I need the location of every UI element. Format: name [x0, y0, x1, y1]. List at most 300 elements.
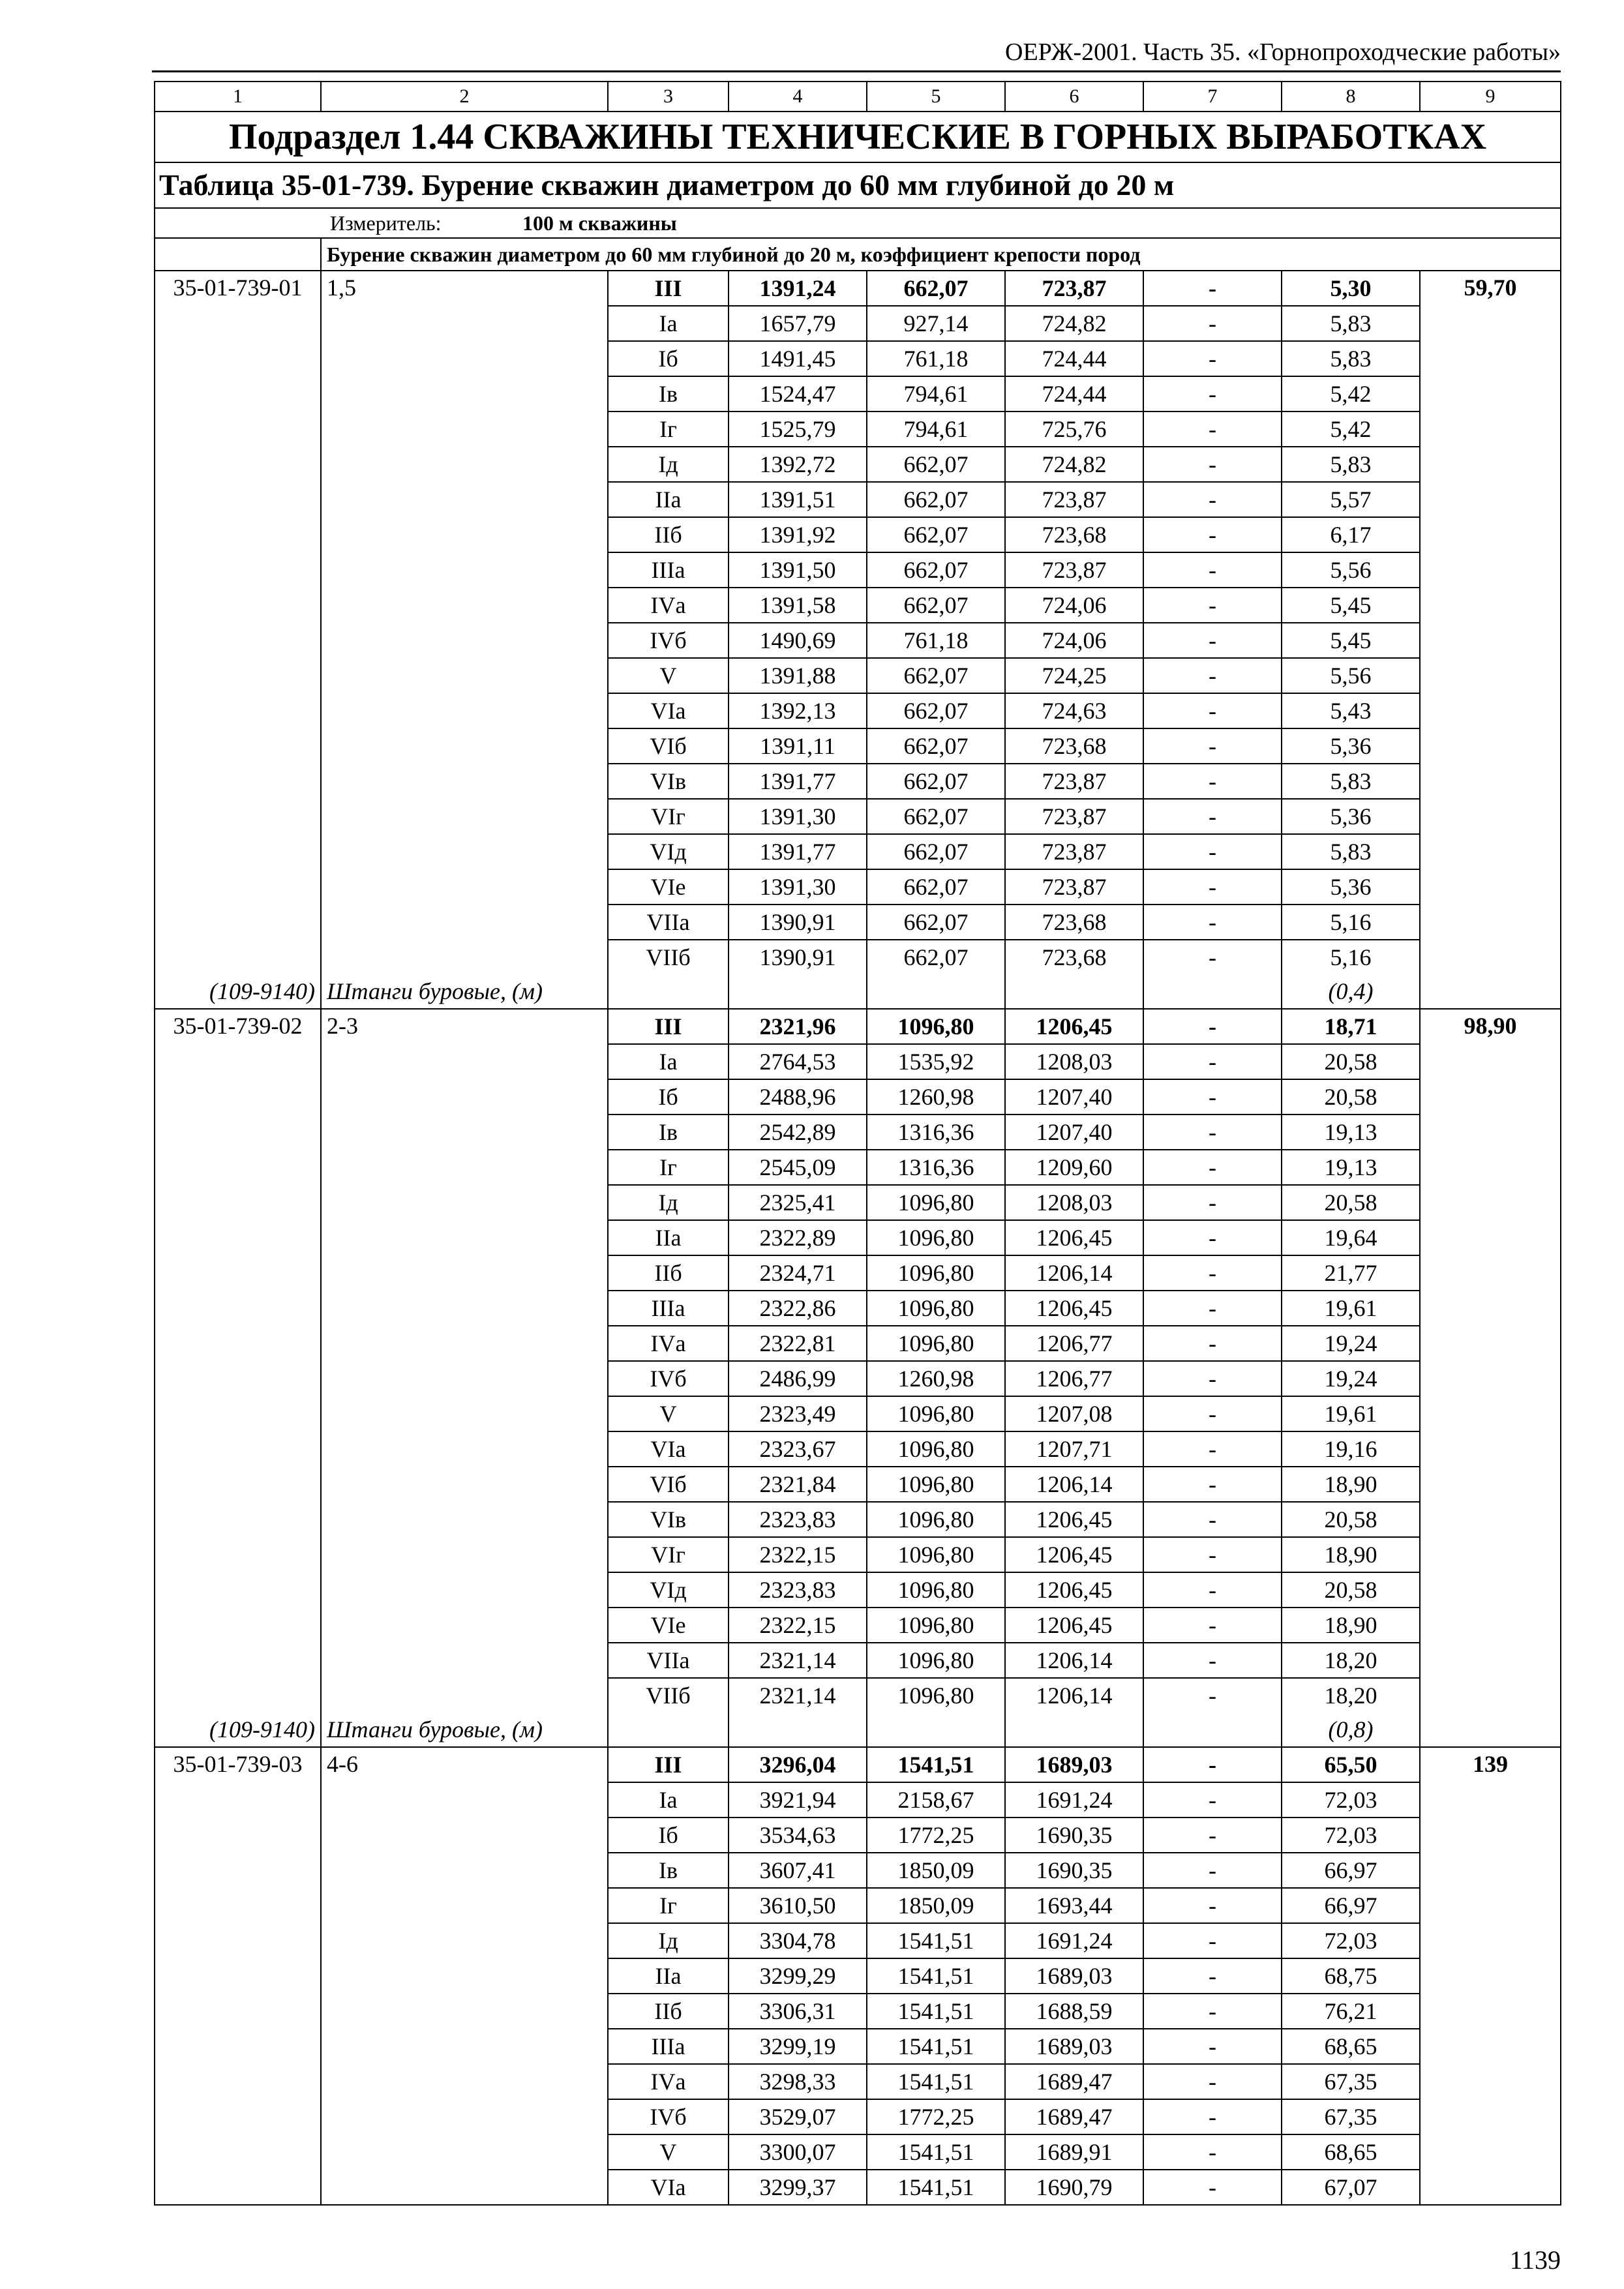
zone-cell: IIа: [608, 482, 729, 517]
value-cell: 3299,37: [729, 2170, 867, 2205]
norm-code-spacer: [155, 728, 321, 764]
norm-code: 35-01-739-01: [155, 271, 321, 306]
norm-code-spacer: [155, 764, 321, 799]
norm-code-spacer: [155, 1888, 321, 1923]
value-cell: 725,76: [1005, 411, 1143, 447]
col9-spacer: [1420, 2170, 1561, 2205]
value-cell: 1206,77: [1005, 1361, 1143, 1396]
value-cell: 19,61: [1282, 1396, 1420, 1431]
value-cell: -: [1143, 728, 1282, 764]
col9-spacer: [1420, 1467, 1561, 1502]
norm-code-spacer: [155, 588, 321, 623]
value-cell: 2322,86: [729, 1291, 867, 1326]
value-cell: 1096,80: [867, 1396, 1005, 1431]
norm-code-spacer: [155, 2029, 321, 2064]
value-cell: 2542,89: [729, 1115, 867, 1150]
zone-cell: Iб: [608, 341, 729, 376]
measure-cell: [155, 208, 1561, 238]
value-cell: 662,07: [867, 588, 1005, 623]
value-cell: 19,64: [1282, 1220, 1420, 1255]
hardness-spacer: [321, 1291, 608, 1326]
table-row: [155, 1572, 1561, 1608]
table-row: [155, 623, 1561, 658]
norm-code-spacer: [155, 1115, 321, 1150]
value-cell: 68,75: [1282, 1958, 1420, 1994]
col9-spacer: [1420, 482, 1561, 517]
resource-spacer: [867, 974, 1005, 1009]
value-cell: 1391,58: [729, 588, 867, 623]
col9-spacer: [1420, 1291, 1561, 1326]
hardness-spacer: [321, 1888, 608, 1923]
value-cell: 1391,11: [729, 728, 867, 764]
col9-spacer: [1420, 1572, 1561, 1608]
value-cell: 1206,14: [1005, 1678, 1143, 1713]
table-row: [155, 306, 1561, 341]
value-cell: 2323,49: [729, 1396, 867, 1431]
value-cell: 3296,04: [729, 1747, 867, 1782]
value-cell: 5,30: [1282, 271, 1420, 306]
value-cell: 724,82: [1005, 306, 1143, 341]
value-cell: 2321,14: [729, 1678, 867, 1713]
value-cell: 6,17: [1282, 517, 1420, 552]
value-cell: 927,14: [867, 306, 1005, 341]
table-row: [155, 1958, 1561, 1994]
zone-cell: V: [608, 2134, 729, 2170]
value-cell: 1096,80: [867, 1431, 1005, 1467]
zone-cell: VIIб: [608, 1678, 729, 1713]
table-row: [155, 1431, 1561, 1467]
col9-spacer: [1420, 1994, 1561, 2029]
hardness-spacer: [321, 1361, 608, 1396]
col9-spacer: [1420, 2064, 1561, 2099]
col9-spacer: [1420, 1502, 1561, 1537]
value-cell: 2325,41: [729, 1185, 867, 1220]
value-cell: 19,13: [1282, 1150, 1420, 1185]
table-row: [155, 1502, 1561, 1537]
value-cell: 19,16: [1282, 1431, 1420, 1467]
value-cell: -: [1143, 552, 1282, 588]
norm-code-spacer: [155, 905, 321, 940]
value-cell: 2321,14: [729, 1643, 867, 1678]
zone-cell: VIа: [608, 693, 729, 728]
col9-spacer: [1420, 869, 1561, 905]
col9-value: 98,90: [1420, 1009, 1561, 1044]
value-cell: 76,21: [1282, 1994, 1420, 2029]
hardness-spacer: [321, 411, 608, 447]
col9-spacer: [1420, 341, 1561, 376]
value-cell: 5,56: [1282, 552, 1420, 588]
col9-spacer: [1420, 1643, 1561, 1678]
value-cell: 18,90: [1282, 1537, 1420, 1572]
col9-spacer: [1420, 588, 1561, 623]
hardness-spacer: [321, 764, 608, 799]
value-cell: 1392,13: [729, 693, 867, 728]
table-row: [155, 693, 1561, 728]
col9-spacer: [1420, 1079, 1561, 1115]
table-title-row: [155, 162, 1561, 208]
value-cell: 1096,80: [867, 1220, 1005, 1255]
table-row: [155, 1923, 1561, 1958]
norm-code-spacer: [155, 1361, 321, 1396]
table-row: [155, 764, 1561, 799]
zone-cell: IIIа: [608, 552, 729, 588]
value-cell: 794,61: [867, 411, 1005, 447]
value-cell: 723,87: [1005, 271, 1143, 306]
value-cell: 662,07: [867, 447, 1005, 482]
value-cell: -: [1143, 2064, 1282, 2099]
resource-spacer: [1143, 974, 1282, 1009]
norm-code-spacer: [155, 1396, 321, 1431]
value-cell: 1391,92: [729, 517, 867, 552]
value-cell: 2323,67: [729, 1431, 867, 1467]
col9-spacer: [1420, 1853, 1561, 1888]
resource-spacer: [1143, 1713, 1282, 1747]
value-cell: 1850,09: [867, 1888, 1005, 1923]
value-cell: 3299,19: [729, 2029, 867, 2064]
resource-value: (0,4): [1282, 974, 1420, 1009]
value-cell: 1260,98: [867, 1079, 1005, 1115]
value-cell: 1690,79: [1005, 2170, 1143, 2205]
page-number: 1139: [1509, 2245, 1561, 2275]
zone-cell: Iд: [608, 1185, 729, 1220]
hardness-spacer: [321, 1396, 608, 1431]
value-cell: 18,90: [1282, 1608, 1420, 1643]
zone-cell: Iв: [608, 376, 729, 411]
value-cell: 3607,41: [729, 1853, 867, 1888]
col9-spacer: [1420, 1150, 1561, 1185]
hardness-spacer: [321, 1818, 608, 1853]
norm-code-spacer: [155, 1431, 321, 1467]
value-cell: 1391,30: [729, 799, 867, 834]
zone-cell: IVб: [608, 623, 729, 658]
zone-cell: VIв: [608, 764, 729, 799]
hardness-spacer: [321, 1643, 608, 1678]
col9-spacer: [1420, 1361, 1561, 1396]
value-cell: 1208,03: [1005, 1185, 1143, 1220]
value-cell: 1689,03: [1005, 1747, 1143, 1782]
hardness-spacer: [321, 799, 608, 834]
value-cell: 2322,15: [729, 1608, 867, 1643]
table-row: [155, 940, 1561, 974]
value-cell: 3306,31: [729, 1994, 867, 2029]
value-cell: 662,07: [867, 552, 1005, 588]
hardness-spacer: [321, 1044, 608, 1079]
value-cell: 1541,51: [867, 2064, 1005, 2099]
value-cell: 19,13: [1282, 1115, 1420, 1150]
hardness-spacer: [321, 1994, 608, 2029]
resource-spacer: [1420, 1713, 1561, 1747]
zone-cell: V: [608, 1396, 729, 1431]
zone-cell: IIа: [608, 1220, 729, 1255]
value-cell: 2323,83: [729, 1572, 867, 1608]
value-cell: 1390,91: [729, 940, 867, 974]
value-cell: 1391,77: [729, 834, 867, 869]
resource-code: (109-9140): [155, 1713, 321, 1747]
value-cell: 20,58: [1282, 1044, 1420, 1079]
value-cell: 2158,67: [867, 1782, 1005, 1818]
value-cell: 662,07: [867, 905, 1005, 940]
norm-code-spacer: [155, 1044, 321, 1079]
value-cell: 2323,83: [729, 1502, 867, 1537]
value-cell: -: [1143, 376, 1282, 411]
table-row: [155, 869, 1561, 905]
value-cell: 5,16: [1282, 905, 1420, 940]
value-cell: -: [1143, 1079, 1282, 1115]
value-cell: 1096,80: [867, 1502, 1005, 1537]
zone-cell: Iа: [608, 1782, 729, 1818]
value-cell: 1096,80: [867, 1291, 1005, 1326]
description: Бурение скважин диаметром до 60 мм глубиной до 20 м, коэффициент крепости пород: [321, 238, 1561, 271]
value-cell: -: [1143, 1044, 1282, 1079]
norm-code-spacer: [155, 799, 321, 834]
value-cell: 1096,80: [867, 1608, 1005, 1643]
hardness-spacer: [321, 1220, 608, 1255]
zone-cell: Iа: [608, 1044, 729, 1079]
value-cell: 18,20: [1282, 1678, 1420, 1713]
hardness-spacer: [321, 1853, 608, 1888]
col9-spacer: [1420, 1818, 1561, 1853]
zone-cell: IVа: [608, 1326, 729, 1361]
value-cell: 723,87: [1005, 799, 1143, 834]
hardness-spacer: [321, 1678, 608, 1713]
value-cell: 1096,80: [867, 1185, 1005, 1220]
norm-code-spacer: [155, 411, 321, 447]
value-cell: 1541,51: [867, 1747, 1005, 1782]
zone-cell: VIе: [608, 869, 729, 905]
value-cell: 662,07: [867, 693, 1005, 728]
value-cell: -: [1143, 658, 1282, 693]
value-cell: 662,07: [867, 834, 1005, 869]
column-number: 1: [155, 82, 321, 112]
value-cell: 3298,33: [729, 2064, 867, 2099]
value-cell: 1391,88: [729, 658, 867, 693]
column-number: 2: [321, 82, 608, 112]
hardness-spacer: [321, 940, 608, 974]
value-cell: 1688,59: [1005, 1994, 1143, 2029]
norm-code-spacer: [155, 306, 321, 341]
value-cell: -: [1143, 1958, 1282, 1994]
hardness-spacer: [321, 1431, 608, 1467]
table-row: [155, 447, 1561, 482]
resource-spacer: [608, 1713, 729, 1747]
column-number: 5: [867, 82, 1005, 112]
value-cell: -: [1143, 1502, 1282, 1537]
value-cell: 1206,45: [1005, 1537, 1143, 1572]
value-cell: 1541,51: [867, 1923, 1005, 1958]
value-cell: -: [1143, 1608, 1282, 1643]
value-cell: 5,57: [1282, 482, 1420, 517]
zone-cell: VIд: [608, 834, 729, 869]
table-row: [155, 1326, 1561, 1361]
zone-cell: IIб: [608, 1994, 729, 2029]
norm-code-spacer: [155, 2099, 321, 2134]
col9-spacer: [1420, 447, 1561, 482]
zone-cell: IVб: [608, 2099, 729, 2134]
value-cell: 1772,25: [867, 1818, 1005, 1853]
table-row: [155, 1220, 1561, 1255]
col9-spacer: [1420, 799, 1561, 834]
hardness-spacer: [321, 306, 608, 341]
value-cell: -: [1143, 2134, 1282, 2170]
table-row: [155, 2134, 1561, 2170]
column-number: 7: [1143, 82, 1282, 112]
value-cell: 723,87: [1005, 764, 1143, 799]
value-cell: 1209,60: [1005, 1150, 1143, 1185]
hardness-spacer: [321, 1326, 608, 1361]
value-cell: 1096,80: [867, 1255, 1005, 1291]
table-row: [155, 1888, 1561, 1923]
value-cell: 2322,15: [729, 1537, 867, 1572]
norm-code-spacer: [155, 2064, 321, 2099]
value-cell: -: [1143, 341, 1282, 376]
value-cell: -: [1143, 1255, 1282, 1291]
table-row: [155, 1255, 1561, 1291]
value-cell: 67,35: [1282, 2064, 1420, 2099]
norm-code-spacer: [155, 940, 321, 974]
value-cell: 3610,50: [729, 1888, 867, 1923]
column-number-row: [155, 82, 1561, 112]
zone-cell: V: [608, 658, 729, 693]
zone-cell: Iб: [608, 1079, 729, 1115]
norm-code-spacer: [155, 341, 321, 376]
col9-spacer: [1420, 1431, 1561, 1467]
col9-spacer: [1420, 2029, 1561, 2064]
zone-cell: Iг: [608, 1150, 729, 1185]
value-cell: 662,07: [867, 482, 1005, 517]
value-cell: 723,87: [1005, 869, 1143, 905]
table-row: [155, 1467, 1561, 1502]
value-cell: 1657,79: [729, 306, 867, 341]
value-cell: 3304,78: [729, 1923, 867, 1958]
hardness-spacer: [321, 1255, 608, 1291]
table-row: [155, 376, 1561, 411]
value-cell: -: [1143, 693, 1282, 728]
col9-spacer: [1420, 693, 1561, 728]
hardness-spacer: [321, 1185, 608, 1220]
description-spacer: [155, 238, 321, 271]
value-cell: -: [1143, 1678, 1282, 1713]
value-cell: -: [1143, 940, 1282, 974]
col9-spacer: [1420, 1185, 1561, 1220]
col9-spacer: [1420, 1888, 1561, 1923]
col9-spacer: [1420, 1115, 1561, 1150]
col9-spacer: [1420, 517, 1561, 552]
table-row: [155, 1643, 1561, 1678]
norm-code: 35-01-739-03: [155, 1747, 321, 1782]
value-cell: 723,87: [1005, 552, 1143, 588]
value-cell: 19,24: [1282, 1361, 1420, 1396]
hardness-spacer: [321, 1150, 608, 1185]
norm-code-spacer: [155, 693, 321, 728]
resource-row: [155, 974, 1561, 1009]
value-cell: 18,90: [1282, 1467, 1420, 1502]
value-cell: 20,58: [1282, 1572, 1420, 1608]
resource-name: Штанги буровые, (м): [321, 974, 608, 1009]
value-cell: 19,61: [1282, 1291, 1420, 1326]
value-cell: 662,07: [867, 658, 1005, 693]
col9-spacer: [1420, 1678, 1561, 1713]
table-row: [155, 1994, 1561, 2029]
col9-spacer: [1420, 728, 1561, 764]
value-cell: 1691,24: [1005, 1782, 1143, 1818]
zone-cell: VIIа: [608, 1643, 729, 1678]
value-cell: -: [1143, 1818, 1282, 1853]
zone-cell: VIа: [608, 2170, 729, 2205]
col9-spacer: [1420, 940, 1561, 974]
col9-spacer: [1420, 1958, 1561, 1994]
value-cell: 72,03: [1282, 1923, 1420, 1958]
value-cell: 5,36: [1282, 728, 1420, 764]
col9-spacer: [1420, 1044, 1561, 1079]
zone-cell: IIа: [608, 1958, 729, 1994]
value-cell: 68,65: [1282, 2029, 1420, 2064]
norm-code-spacer: [155, 1608, 321, 1643]
col9-spacer: [1420, 1326, 1561, 1361]
value-cell: 1096,80: [867, 1678, 1005, 1713]
hardness-spacer: [321, 447, 608, 482]
value-cell: 1096,80: [867, 1537, 1005, 1572]
value-cell: -: [1143, 1888, 1282, 1923]
hardness-spacer: [321, 1115, 608, 1150]
resource-code: (109-9140): [155, 974, 321, 1009]
value-cell: 5,83: [1282, 306, 1420, 341]
zone-cell: Iд: [608, 1923, 729, 1958]
value-cell: 1206,45: [1005, 1608, 1143, 1643]
value-cell: -: [1143, 1291, 1282, 1326]
zone-cell: IIIа: [608, 2029, 729, 2064]
value-cell: 1689,03: [1005, 2029, 1143, 2064]
zone-cell: III: [608, 1009, 729, 1044]
value-cell: 5,56: [1282, 658, 1420, 693]
value-cell: 662,07: [867, 517, 1005, 552]
zone-cell: VIб: [608, 728, 729, 764]
col9-spacer: [1420, 905, 1561, 940]
value-cell: 3300,07: [729, 2134, 867, 2170]
value-cell: -: [1143, 2099, 1282, 2134]
table-row: [155, 658, 1561, 693]
hardness-coefficient: 1,5: [321, 271, 608, 306]
zone-cell: IIб: [608, 517, 729, 552]
measure-label: Измеритель:: [330, 211, 442, 235]
value-cell: 1316,36: [867, 1115, 1005, 1150]
hardness-spacer: [321, 517, 608, 552]
value-cell: -: [1143, 1572, 1282, 1608]
norm-code-spacer: [155, 482, 321, 517]
section-title: Подраздел 1.44 СКВАЖИНЫ ТЕХНИЧЕСКИЕ В ГОРНЫХ ВЫРАБОТКАХ: [155, 112, 1561, 162]
value-cell: 1391,50: [729, 552, 867, 588]
table-row: [155, 517, 1561, 552]
table-title: Таблица 35-01-739. Бурение скважин диаметром до 60 мм глубиной до 20 м: [155, 162, 1561, 208]
zone-cell: IIIа: [608, 1291, 729, 1326]
value-cell: -: [1143, 1923, 1282, 1958]
hardness-spacer: [321, 2170, 608, 2205]
resource-value: (0,8): [1282, 1713, 1420, 1747]
resource-spacer: [1420, 974, 1561, 1009]
measure-value: 100 м скважины: [522, 211, 677, 235]
value-cell: 66,97: [1282, 1853, 1420, 1888]
table-row: [155, 411, 1561, 447]
hardness-spacer: [321, 376, 608, 411]
hardness-spacer: [321, 1502, 608, 1537]
col9-spacer: [1420, 1220, 1561, 1255]
zone-cell: IVа: [608, 2064, 729, 2099]
value-cell: 1689,47: [1005, 2064, 1143, 2099]
value-cell: 761,18: [867, 623, 1005, 658]
col9-spacer: [1420, 1255, 1561, 1291]
value-cell: 662,07: [867, 869, 1005, 905]
value-cell: 5,36: [1282, 869, 1420, 905]
value-cell: 724,06: [1005, 588, 1143, 623]
